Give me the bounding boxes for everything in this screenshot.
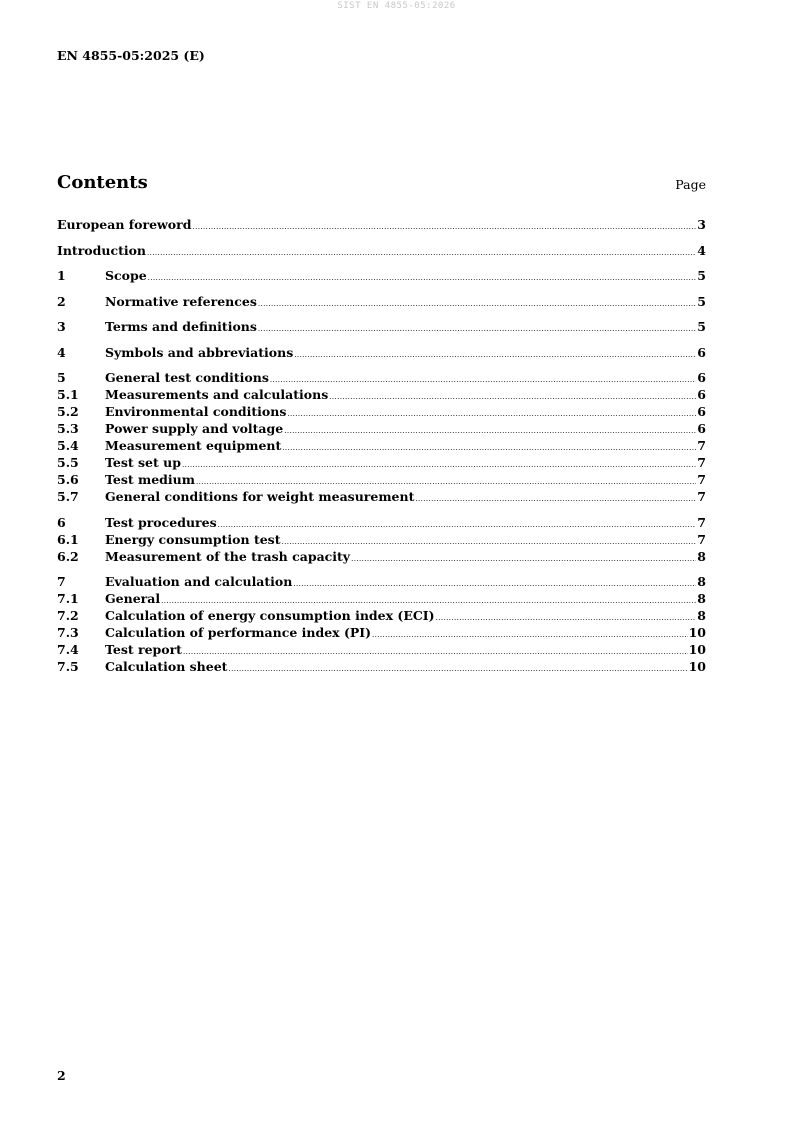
toc-entry-page: 6: [697, 421, 706, 436]
toc-entry-page: 7: [697, 455, 706, 470]
toc-entry-page: 5: [697, 268, 706, 283]
toc-entry-number: 5.1: [57, 387, 79, 402]
dot-leader: [218, 517, 697, 534]
toc-entry[interactable]: [57, 590, 706, 607]
watermark: SIST EN 4855-05:2026: [337, 1, 456, 11]
toc-entry-number: 5.3: [57, 421, 79, 436]
toc-entry-number: 2: [57, 293, 66, 309]
contents-title: Contents: [57, 172, 148, 193]
toc-entry-number: 3: [57, 319, 66, 334]
toc-entry[interactable]: [57, 420, 706, 437]
toc-entry-number: 5.7: [57, 489, 79, 504]
toc-entry-title: Energy consumption test: [105, 531, 281, 547]
toc-entry[interactable]: [57, 386, 706, 403]
document-id: EN 4855-05:2025 (E): [57, 48, 205, 63]
toc-entry-title: Terms and definitions: [105, 319, 257, 334]
toc-entry[interactable]: [57, 369, 706, 386]
table-of-contents: [57, 216, 706, 684]
toc-entry-title: Calculation of performance index (PI): [105, 625, 372, 640]
toc-entry-page: 7: [697, 531, 706, 547]
dot-leader: [270, 372, 696, 389]
toc-entry-page: 10: [688, 642, 706, 657]
toc-entry-page: 7: [697, 514, 706, 530]
toc-entry-number: 4: [57, 344, 66, 360]
toc-entry[interactable]: [57, 531, 706, 548]
toc-entry-title: Test set up: [105, 455, 181, 470]
toc-entry[interactable]: [57, 454, 706, 471]
toc-entry-title: General conditions for weight measurement: [105, 489, 415, 504]
toc-entry-title: Environmental conditions: [105, 404, 287, 419]
toc-entry[interactable]: [57, 624, 706, 641]
toc-entry-number: 7.5: [57, 659, 79, 674]
toc-entry-number: 7.1: [57, 591, 79, 606]
toc-entry[interactable]: [57, 216, 706, 233]
dot-leader: [148, 270, 697, 287]
toc-group: [57, 242, 706, 259]
dot-leader: [182, 457, 696, 474]
toc-entry-number: 7.2: [57, 608, 79, 623]
toc-entry-title: Symbols and abbreviations: [105, 344, 294, 360]
toc-entry-title: Test medium: [105, 472, 195, 487]
dot-leader: [228, 661, 687, 678]
toc-entry-number: 5.2: [57, 404, 79, 419]
toc-entry[interactable]: [57, 641, 706, 658]
toc-entry-title: Scope: [105, 268, 147, 283]
toc-entry-page: 8: [697, 591, 706, 606]
toc-entry-page: 6: [697, 344, 706, 360]
toc-entry-page: 5: [697, 293, 706, 309]
toc-entry-number: 6: [57, 514, 66, 530]
toc-entry-title: Measurement equipment: [105, 438, 282, 453]
page-number: 2: [57, 1068, 66, 1083]
toc-entry[interactable]: [57, 318, 706, 335]
toc-entry[interactable]: [57, 344, 706, 361]
toc-entry-page: 6: [697, 387, 706, 402]
toc-entry-number: 7.4: [57, 642, 79, 657]
toc-group: [57, 267, 706, 284]
toc-entry-title: European foreword: [57, 217, 192, 232]
toc-entry-page: 7: [697, 489, 706, 504]
toc-entry-title: Evaluation and calculation: [105, 574, 293, 589]
toc-entry[interactable]: [57, 514, 706, 531]
toc-entry-page: 8: [697, 548, 706, 564]
toc-entry-title: Calculation of energy consumption index (ECI): [105, 608, 435, 623]
toc-entry-page: 10: [688, 625, 706, 640]
toc-entry-number: 5: [57, 370, 66, 385]
toc-entry-number: 6.1: [57, 531, 79, 547]
dot-leader: [147, 245, 696, 262]
toc-entry[interactable]: [57, 488, 706, 505]
toc-entry[interactable]: [57, 658, 706, 675]
dot-leader: [258, 296, 696, 313]
toc-entry[interactable]: [57, 403, 706, 420]
toc-entry[interactable]: [57, 548, 706, 565]
toc-entry[interactable]: [57, 437, 706, 454]
toc-entry-title: Power supply and voltage: [105, 421, 284, 436]
toc-group: [57, 216, 706, 233]
dot-leader: [192, 219, 696, 236]
toc-entry-number: 1: [57, 268, 66, 283]
toc-entry-page: 8: [697, 608, 706, 623]
toc-entry-number: 5.6: [57, 472, 79, 487]
toc-entry-page: 4: [697, 242, 706, 258]
dot-leader: [329, 389, 696, 406]
toc-entry-number: 5.4: [57, 438, 79, 453]
toc-entry-title: Calculation sheet: [105, 659, 228, 674]
dot-leader: [415, 491, 696, 508]
toc-entry-page: 3: [697, 217, 706, 232]
dot-leader: [258, 321, 696, 338]
toc-entry-page: 7: [697, 472, 706, 487]
dot-leader: [293, 576, 696, 593]
toc-entry[interactable]: [57, 267, 706, 284]
page-column-label: Page: [675, 177, 706, 192]
toc-entry[interactable]: [57, 293, 706, 310]
toc-entry-page: 10: [688, 659, 706, 674]
toc-entry-title: Measurement of the trash capacity: [105, 548, 351, 564]
toc-entry-page: 8: [697, 574, 706, 589]
toc-entry[interactable]: [57, 471, 706, 488]
toc-entry-title: General test conditions: [105, 370, 269, 385]
toc-entry-number: 6.2: [57, 548, 79, 564]
toc-entry-page: 6: [697, 404, 706, 419]
dot-leader: [282, 440, 696, 457]
toc-entry-number: 5.5: [57, 455, 79, 470]
toc-entry-title: Introduction: [57, 242, 147, 258]
toc-group: [57, 318, 706, 335]
toc-entry-title: Measurements and calculations: [105, 387, 329, 402]
toc-group: [57, 573, 706, 675]
dot-leader: [284, 423, 696, 440]
toc-group: [57, 369, 706, 505]
dot-leader: [287, 406, 696, 423]
toc-entry-number: 7.3: [57, 625, 79, 640]
dot-leader: [436, 610, 697, 627]
toc-group: [57, 344, 706, 361]
dot-leader: [183, 644, 688, 661]
toc-entry[interactable]: [57, 607, 706, 624]
dot-leader: [372, 627, 688, 644]
dot-leader: [351, 551, 696, 568]
toc-entry-title: Test report: [105, 642, 182, 657]
toc-entry[interactable]: [57, 573, 706, 590]
toc-entry-page: 7: [697, 438, 706, 453]
toc-entry-title: Normative references: [105, 293, 257, 309]
toc-group: [57, 514, 706, 565]
toc-entry-page: 5: [697, 319, 706, 334]
toc-entry-number: 7: [57, 574, 66, 589]
toc-entry-title: General: [105, 591, 161, 606]
dot-leader: [294, 347, 696, 364]
toc-group: [57, 293, 706, 310]
toc-entry[interactable]: [57, 242, 706, 259]
toc-entry-title: Test procedures: [105, 514, 217, 530]
toc-entry-page: 6: [697, 370, 706, 385]
